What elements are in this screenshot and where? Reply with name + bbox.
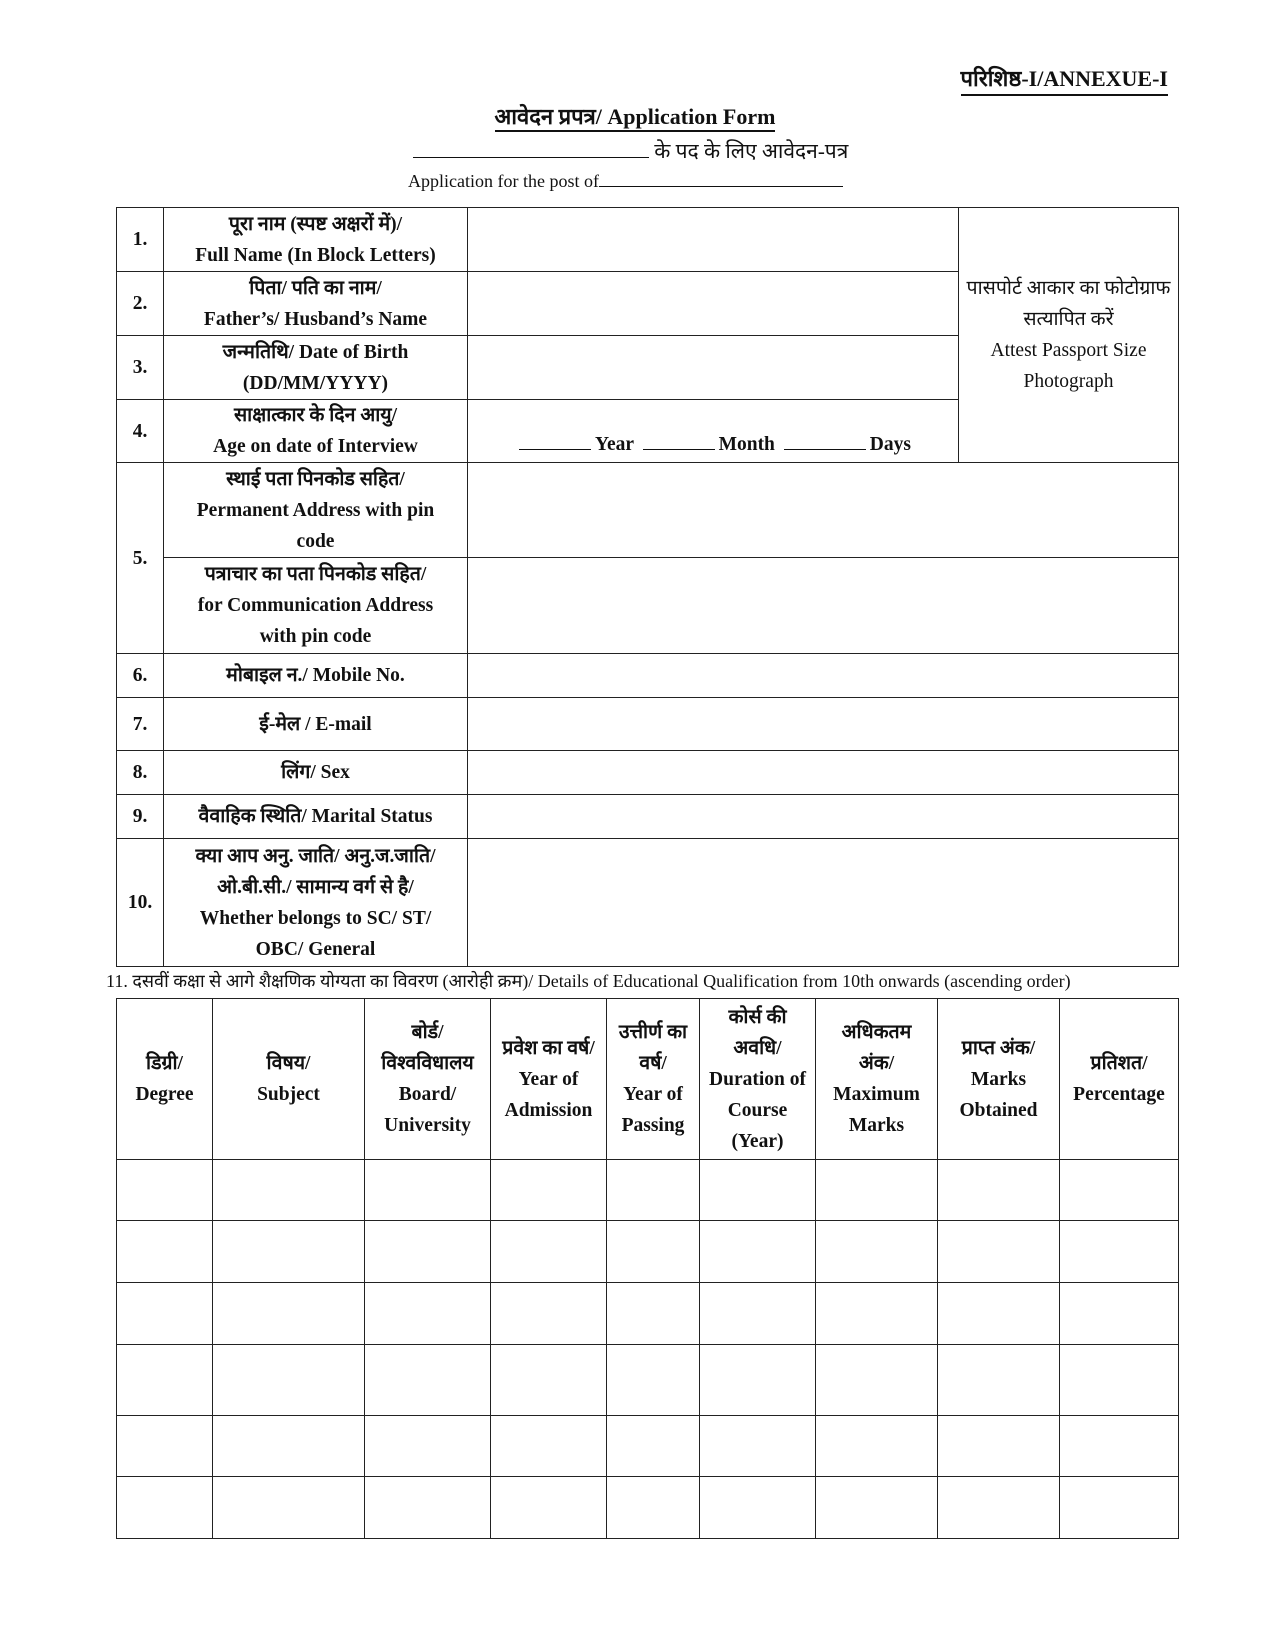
- label-hindi: पिता/ पति का नाम/: [249, 277, 382, 299]
- table-row: [117, 654, 1179, 698]
- photo-box[interactable]: [959, 208, 1179, 463]
- header-english-cont: Obtained: [959, 1099, 1038, 1121]
- maximum-marks-cell[interactable]: [816, 1283, 938, 1345]
- subject-cell[interactable]: [213, 1221, 365, 1283]
- label-hindi: पत्राचार का पता पिनकोड सहित/: [204, 564, 427, 585]
- header-english-cont: Marks: [848, 1115, 905, 1136]
- board-university-cell[interactable]: [365, 1283, 491, 1345]
- degree-cell[interactable]: [117, 1283, 213, 1345]
- table-row: [117, 1477, 1179, 1539]
- post-line-hindi: [413, 137, 848, 165]
- field-label-father-husband-name: [164, 272, 468, 336]
- field-label-email: ई-मेल / E-mail: [164, 698, 468, 751]
- row-number: 6.: [117, 654, 164, 698]
- subject-cell[interactable]: [213, 1160, 365, 1221]
- year-label: Year: [595, 434, 634, 455]
- table-row: [117, 208, 1179, 272]
- post-hindi-suffix: के पद के लिए आवेदन-पत्र: [654, 139, 849, 163]
- table-row: [117, 1416, 1179, 1477]
- table-row: [117, 1345, 1179, 1416]
- label-english: Whether belongs to SC/ ST/: [199, 907, 432, 929]
- field-label-mobile: मोबाइल न./ Mobile No.: [164, 654, 468, 698]
- photo-label-hindi-2: सत्यापित करें: [1023, 309, 1114, 330]
- label-hindi: पूरा नाम (स्पष्ट अक्षरों में)/: [228, 213, 403, 235]
- column-header-degree: [117, 999, 213, 1160]
- header-english-cont: Passing: [621, 1115, 685, 1136]
- label-english: for Communication Address: [197, 595, 434, 616]
- marital-status-field[interactable]: [468, 795, 1179, 839]
- degree-cell[interactable]: [117, 1477, 213, 1539]
- degree-cell[interactable]: [117, 1416, 213, 1477]
- duration-cell[interactable]: [700, 1345, 816, 1416]
- label-hindi: स्थाई पता पिनकोड सहित/: [226, 468, 405, 490]
- label-hindi: क्या आप अनु. जाति/ अनु.ज.जाति/: [195, 845, 436, 867]
- field-label-full-name: [164, 208, 468, 272]
- personal-details-table: [116, 207, 1179, 967]
- column-header-subject: [213, 999, 365, 1160]
- column-header-marks-obtained: [938, 999, 1060, 1160]
- table-row: [117, 558, 1179, 654]
- header-english-cont: University: [384, 1115, 471, 1136]
- annexure-label: परिशिष्ठ-I/ANNEXUE-I: [961, 66, 1168, 96]
- duration-cell[interactable]: [700, 1160, 816, 1221]
- header-english-cont: Course: [727, 1099, 788, 1121]
- header-english-cont: Admission: [504, 1099, 593, 1121]
- label-english-cont: code: [296, 530, 335, 552]
- header-english-cont2: (Year): [731, 1130, 784, 1152]
- post-english-prefix: Application for the post of: [408, 171, 599, 191]
- degree-cell[interactable]: [117, 1221, 213, 1283]
- label-english: (DD/MM/YYYY): [242, 372, 389, 394]
- form-title-text: आवेदन प्रपत्र/ Application Form: [495, 104, 776, 132]
- header-hindi: कोर्स की: [728, 1006, 787, 1028]
- education-header-row: [117, 999, 1179, 1160]
- category-field[interactable]: [468, 839, 1179, 967]
- email-field[interactable]: [468, 698, 1179, 751]
- degree-cell[interactable]: [117, 1160, 213, 1221]
- label-english: Full Name (In Block Letters): [195, 244, 436, 266]
- header-hindi: डिग्री/: [146, 1053, 183, 1074]
- age-field: [468, 400, 959, 463]
- row-number: 8.: [117, 751, 164, 795]
- header-english: Subject: [257, 1084, 320, 1105]
- year-of-passing-cell[interactable]: [607, 1477, 700, 1539]
- mobile-field[interactable]: [468, 654, 1179, 698]
- header-english: Maximum: [833, 1084, 920, 1105]
- year-of-passing-cell[interactable]: [607, 1416, 700, 1477]
- header-hindi-cont: वर्ष/: [639, 1053, 667, 1074]
- degree-cell[interactable]: [117, 1345, 213, 1416]
- header-english: Board/: [398, 1084, 457, 1105]
- header-hindi-cont: विश्वविधालय: [381, 1053, 474, 1074]
- permanent-address-field[interactable]: [468, 463, 1179, 558]
- table-row: [117, 839, 1179, 967]
- field-label-sex: लिंग/ Sex: [164, 751, 468, 795]
- row-number: 5.: [117, 463, 164, 654]
- header-hindi: बोर्ड/: [411, 1022, 444, 1043]
- subject-cell[interactable]: [213, 1345, 365, 1416]
- marks-obtained-cell[interactable]: [938, 1477, 1060, 1539]
- education-table: [116, 998, 1179, 1539]
- photo-label-english-1: Attest Passport Size: [990, 340, 1147, 361]
- table-row: [117, 1283, 1179, 1345]
- maximum-marks-cell[interactable]: [816, 1160, 938, 1221]
- header-english: Marks: [970, 1068, 1027, 1090]
- column-header-year-of-passing: [607, 999, 700, 1160]
- row-number: 1.: [117, 208, 164, 272]
- duration-cell[interactable]: [700, 1416, 816, 1477]
- label-english: Father’s/ Husband’s Name: [203, 308, 428, 330]
- header-english: Duration of: [709, 1068, 806, 1090]
- table-row: [117, 463, 1179, 558]
- father-husband-name-field[interactable]: [468, 272, 959, 336]
- subject-cell[interactable]: [213, 1477, 365, 1539]
- post-blank-english[interactable]: [599, 172, 843, 187]
- full-name-field[interactable]: [468, 208, 959, 272]
- row-number: 7.: [117, 698, 164, 751]
- header-hindi: प्रतिशत/: [1090, 1053, 1148, 1074]
- percentage-cell[interactable]: [1060, 1160, 1179, 1221]
- education-heading: 11. दसवीं कक्षा से आगे शैक्षणिक योग्यता का विवरण (आरोही क्रम)/ Details of Educational Qualification from 10th onwards (ascending order): [106, 971, 1071, 991]
- row-number: 9.: [117, 795, 164, 839]
- field-label-category: [164, 839, 468, 967]
- header-english: Degree: [135, 1084, 194, 1105]
- photo-label-english-2: Photograph: [1023, 371, 1114, 392]
- communication-address-field[interactable]: [468, 558, 1179, 654]
- label-hindi: साक्षात्कार के दिन आयु/: [233, 405, 398, 426]
- table-row: [117, 698, 1179, 751]
- header-hindi: उत्तीर्ण का: [618, 1022, 688, 1043]
- percentage-cell[interactable]: [1060, 1283, 1179, 1345]
- marks-obtained-cell[interactable]: [938, 1283, 1060, 1345]
- percentage-cell[interactable]: [1060, 1221, 1179, 1283]
- days-label: Days: [869, 434, 911, 455]
- photo-label-hindi-1: पासपोर्ट आकार का फोटोग्राफ: [966, 278, 1171, 299]
- percentage-cell[interactable]: [1060, 1416, 1179, 1477]
- year-of-admission-cell[interactable]: [491, 1416, 607, 1477]
- age-days-blank[interactable]: [784, 431, 866, 450]
- marks-obtained-cell[interactable]: [938, 1221, 1060, 1283]
- board-university-cell[interactable]: [365, 1416, 491, 1477]
- label-english-cont: with pin code: [259, 626, 372, 647]
- maximum-marks-cell[interactable]: [816, 1477, 938, 1539]
- year-of-admission-cell[interactable]: [491, 1283, 607, 1345]
- board-university-cell[interactable]: [365, 1345, 491, 1416]
- header-hindi-cont: अवधि/: [733, 1037, 782, 1059]
- column-header-percentage: [1060, 999, 1179, 1160]
- board-university-cell[interactable]: [365, 1221, 491, 1283]
- age-year-blank[interactable]: [519, 431, 591, 450]
- marks-obtained-cell[interactable]: [938, 1345, 1060, 1416]
- maximum-marks-cell[interactable]: [816, 1221, 938, 1283]
- header-hindi: प्राप्त अंक/: [961, 1037, 1036, 1059]
- year-of-admission-cell[interactable]: [491, 1477, 607, 1539]
- subject-cell[interactable]: [213, 1283, 365, 1345]
- sex-field[interactable]: [468, 751, 1179, 795]
- marks-obtained-cell[interactable]: [938, 1160, 1060, 1221]
- label-english-cont: OBC/ General: [255, 938, 376, 960]
- year-of-passing-cell[interactable]: [607, 1221, 700, 1283]
- duration-cell[interactable]: [700, 1283, 816, 1345]
- year-of-passing-cell[interactable]: [607, 1345, 700, 1416]
- field-label-communication-address: [164, 558, 468, 654]
- table-row: [117, 1160, 1179, 1221]
- percentage-cell[interactable]: [1060, 1477, 1179, 1539]
- percentage-cell[interactable]: [1060, 1345, 1179, 1416]
- board-university-cell[interactable]: [365, 1477, 491, 1539]
- header-hindi: अधिकतम: [841, 1022, 912, 1043]
- year-of-admission-cell[interactable]: [491, 1221, 607, 1283]
- header-english: Year of: [623, 1084, 683, 1105]
- table-row: [117, 1221, 1179, 1283]
- column-header-maximum-marks: [816, 999, 938, 1160]
- subject-cell[interactable]: [213, 1416, 365, 1477]
- form-title: [0, 101, 1270, 131]
- date-of-birth-field[interactable]: [468, 336, 959, 400]
- field-label-age: [164, 400, 468, 463]
- header-hindi-cont: अंक/: [858, 1053, 895, 1074]
- table-row: [117, 751, 1179, 795]
- column-header-year-of-admission: [491, 999, 607, 1160]
- field-label-permanent-address: [164, 463, 468, 558]
- year-of-passing-cell[interactable]: [607, 1160, 700, 1221]
- post-line-english: [408, 171, 843, 192]
- year-of-admission-cell[interactable]: [491, 1160, 607, 1221]
- post-blank-hindi[interactable]: [413, 139, 649, 158]
- maximum-marks-cell[interactable]: [816, 1416, 938, 1477]
- column-header-board-university: [365, 999, 491, 1160]
- row-number: 3.: [117, 336, 164, 400]
- month-label: Month: [718, 434, 775, 455]
- maximum-marks-cell[interactable]: [816, 1345, 938, 1416]
- header-hindi: प्रवेश का वर्ष/: [502, 1037, 595, 1059]
- row-number: 10.: [117, 839, 164, 967]
- marks-obtained-cell[interactable]: [938, 1416, 1060, 1477]
- label-english: Age on date of Interview: [213, 436, 418, 457]
- age-month-blank[interactable]: [643, 431, 715, 450]
- board-university-cell[interactable]: [365, 1160, 491, 1221]
- row-number: 4.: [117, 400, 164, 463]
- field-label-marital-status: वैवाहिक स्थिति/ Marital Status: [164, 795, 468, 839]
- column-header-duration: [700, 999, 816, 1160]
- table-row: [117, 795, 1179, 839]
- duration-cell[interactable]: [700, 1221, 816, 1283]
- field-label-date-of-birth: [164, 336, 468, 400]
- header-english: Year of: [518, 1068, 579, 1090]
- label-hindi: जन्मतिथि/ Date of Birth: [222, 341, 409, 363]
- row-number: 2.: [117, 272, 164, 336]
- year-of-admission-cell[interactable]: [491, 1345, 607, 1416]
- header-hindi: विषय/: [266, 1053, 311, 1074]
- education-rows: [117, 1160, 1179, 1539]
- label-hindi-cont: ओ.बी.सी./ सामान्य वर्ग से है/: [217, 876, 414, 898]
- label-english: Permanent Address with pin: [196, 499, 435, 521]
- duration-cell[interactable]: [700, 1477, 816, 1539]
- header-english: Percentage: [1073, 1084, 1165, 1105]
- year-of-passing-cell[interactable]: [607, 1283, 700, 1345]
